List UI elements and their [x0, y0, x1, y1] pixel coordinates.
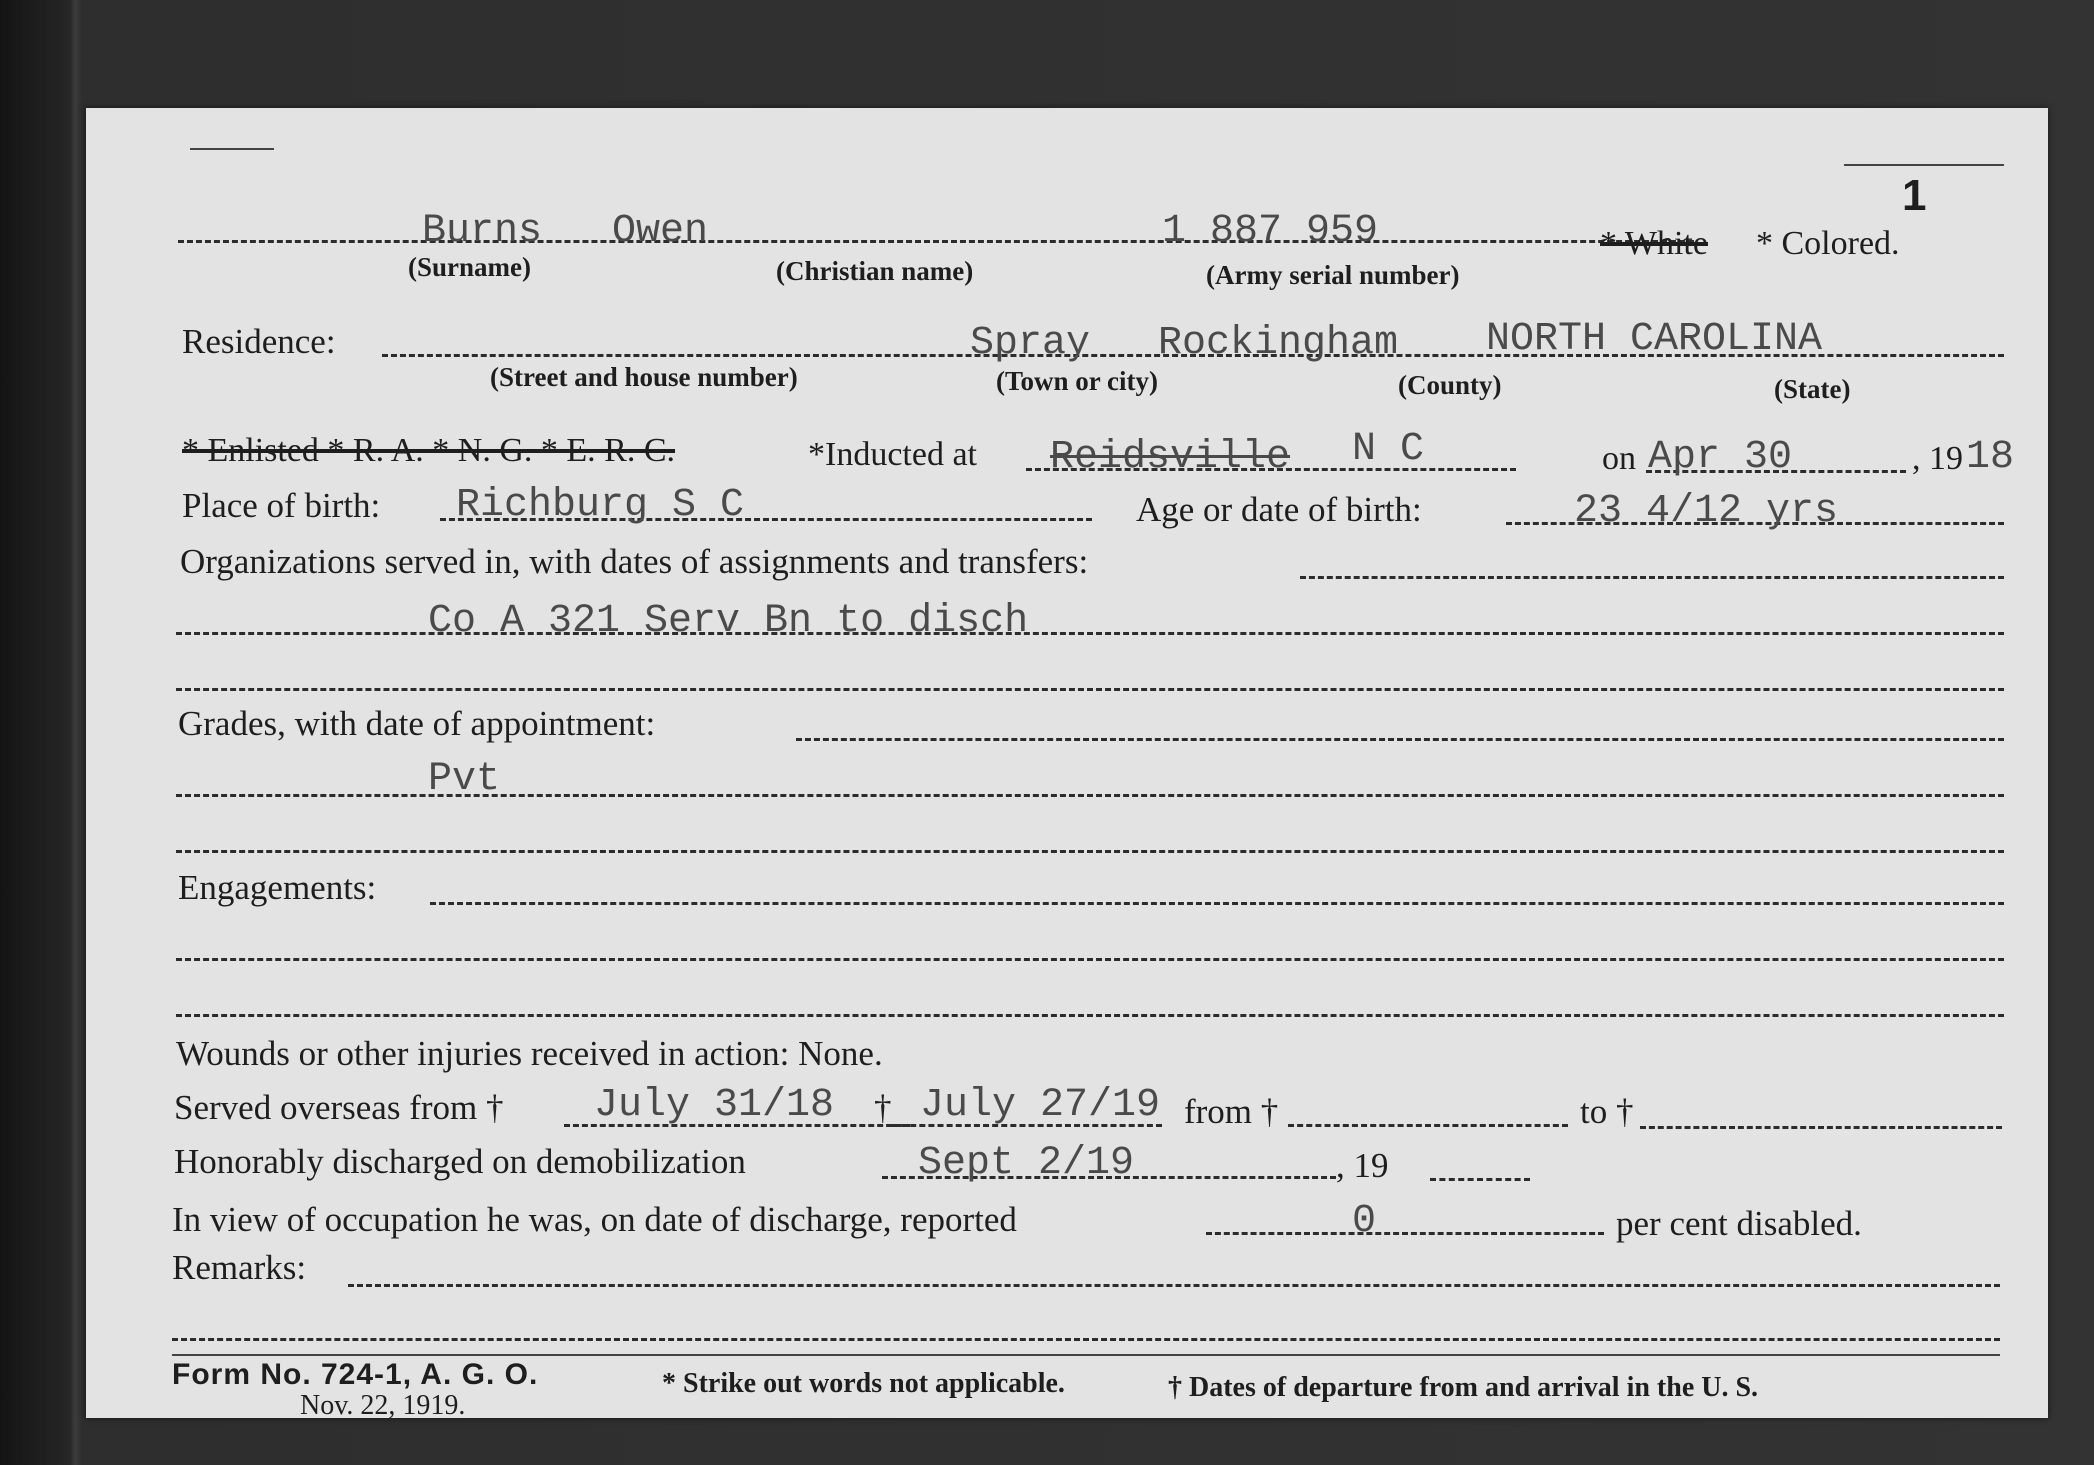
inducted-place-value: Reidsville	[1050, 435, 1291, 480]
birthplace-value: Richburg S C	[456, 483, 745, 528]
overseas-from2-line	[1288, 1124, 1568, 1127]
town-caption: (Town or city)	[996, 366, 1158, 396]
inducted-on-label: on	[1602, 440, 1636, 477]
inducted-state-value: N C	[1352, 427, 1425, 472]
inducted-date-value: Apr 30	[1648, 435, 1793, 480]
overseas-to2-line	[1640, 1126, 2002, 1129]
name-line	[178, 240, 1694, 243]
race-colored: * Colored.	[1756, 225, 1900, 262]
engagements-line-1	[430, 902, 2004, 905]
wounds-label: Wounds or other injuries received in action: None.	[176, 1034, 883, 1073]
birthplace-label: Place of birth:	[182, 486, 381, 525]
race-white-struck: * White	[1600, 225, 1708, 262]
engagements-line-3	[176, 1014, 2004, 1017]
overseas-label: Served overseas from †	[174, 1088, 504, 1127]
grades-label: Grades, with date of appointment:	[178, 704, 656, 743]
surname-caption: (Surname)	[408, 252, 531, 282]
discharge-label: Honorably discharged on demobilization	[174, 1142, 746, 1181]
top-left-rule	[190, 148, 274, 150]
street-caption: (Street and house number)	[490, 362, 798, 392]
organizations-line-1	[1300, 576, 2004, 579]
residence-town-value: Spray	[970, 321, 1091, 366]
inducted-year-value: 18	[1966, 435, 2015, 480]
footnote-dates: † Dates of departure from and arrival in the U. S.	[1168, 1372, 1759, 1403]
remarks-label: Remarks:	[172, 1248, 307, 1287]
organizations-line-3	[176, 688, 2004, 691]
service-record-card	[86, 108, 2048, 1421]
disability-suffix: per cent disabled.	[1616, 1204, 1862, 1243]
serial-number-value: 1 887 959	[1162, 209, 1379, 254]
overseas-to-date: July 27/19	[920, 1083, 1161, 1128]
surname-value: Burns	[422, 209, 543, 254]
form-number: Form No. 724-1, A. G. O.	[172, 1358, 539, 1391]
top-right-rule	[1844, 164, 2004, 166]
discharge-year-label: , 19	[1336, 1146, 1389, 1185]
enlistment-options-struck: * Enlisted * R. A. * N. G. * E. R. C.	[182, 432, 676, 469]
discharge-date-value: Sept 2/19	[918, 1141, 1135, 1186]
remarks-line-1	[348, 1284, 2000, 1287]
christian-name-value: Owen	[612, 209, 709, 254]
organizations-label: Organizations served in, with dates of assignments and transfers:	[180, 542, 1089, 581]
residence-state-value: NORTH CAROLINA	[1486, 317, 1823, 362]
disability-label: In view of occupation he was, on date of discharge, reported	[172, 1200, 1017, 1239]
residence-label: Residence:	[182, 322, 336, 361]
discharge-year-line	[1430, 1178, 1530, 1181]
overseas-to-mark: †	[874, 1088, 892, 1127]
card-number: 1	[1902, 171, 1927, 220]
grades-line-1	[796, 738, 2004, 741]
footer-rule	[172, 1354, 2000, 1356]
engagements-label: Engagements:	[178, 868, 377, 907]
disability-percent-value: 0	[1352, 1199, 1377, 1244]
age-label: Age or date of birth:	[1136, 490, 1422, 529]
christian-name-caption: (Christian name)	[776, 256, 974, 286]
county-caption: (County)	[1398, 370, 1502, 400]
inducted-at-label: *Inducted at	[808, 436, 977, 473]
overseas-from-date: July 31/18	[594, 1083, 835, 1128]
overseas-from2-label: from †	[1184, 1092, 1279, 1131]
state-caption: (State)	[1774, 374, 1851, 404]
grades-value: Pvt	[428, 757, 501, 802]
disability-line	[1206, 1232, 1604, 1235]
organizations-value: Co A 321 Serv Bn to disch	[428, 599, 1029, 644]
residence-county-value: Rockingham	[1158, 321, 1399, 366]
footnote-strike: * Strike out words not applicable.	[662, 1368, 1065, 1399]
form-date: Nov. 22, 1919.	[300, 1390, 466, 1421]
overseas-to-line	[892, 1124, 1162, 1127]
grades-line-3	[176, 850, 2004, 853]
overseas-to2-label: to †	[1580, 1092, 1634, 1131]
remarks-line-2	[172, 1338, 2000, 1341]
engagements-line-2	[176, 958, 2004, 961]
age-value: 23 4/12 yrs	[1574, 489, 1839, 534]
serial-number-caption: (Army serial number)	[1206, 260, 1460, 290]
inducted-year-prefix: , 19	[1912, 440, 1963, 477]
